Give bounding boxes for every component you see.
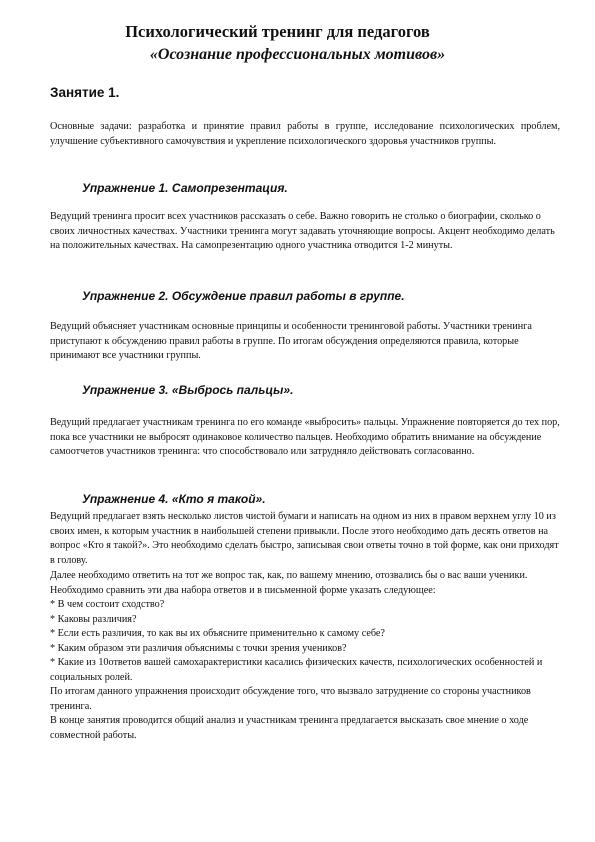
exercise-3-heading: Упражнение 3. «Выбрось пальцы». <box>82 383 294 397</box>
list-item: * Какие из 10ответов вашей самохарактеристики касались физических качеств, психологических особенностей и социальных ролей. <box>50 657 543 683</box>
tasks-paragraph: Основные задачи: разработка и принятие правил работы в группе, исследование психологических проблем, улучшение субъективного самочувствия и укрепление психологического здоровья участников группы. <box>50 121 560 147</box>
lesson-heading: Занятие 1. <box>50 85 120 100</box>
exercise-1-text: Ведущий тренинга просит всех участников рассказать о себе. Важно говорить не столько о биографии, сколько о своих личностных качествах. Участники тренинга могут задавать уточняющие вопросы. Акцент необходимо делать на положительных качествах. На самопрезентацию одного участника отводится 1-2 минуты. <box>50 211 555 251</box>
exercise-4-text-2: Далее необходимо ответить на тот же вопрос так, как, по вашему мнению, отозвались бы о вас ваши ученики. Необходимо сравнить эти два набора ответов и в письменной форме указать следующее: <box>50 570 528 596</box>
document-title: Психологический тренинг для педагогов <box>125 22 430 41</box>
exercise-4-text-3: По итогам данного упражнения происходит обсуждение того, что вызвало затруднение со стороны участников тренинга. <box>50 686 531 712</box>
list-item: * В чем состоит сходство? <box>50 599 165 610</box>
exercise-2-heading: Упражнение 2. Обсуждение правил работы в группе. <box>82 289 405 303</box>
exercise-3-text: Ведущий предлагает участникам тренинга по его команде «выбросить» пальцы. Упражнение повторяется до тех пор, пока все участники не выбросят одинаковое количество пальцев. Необходимо обратить внимание на обсуждение самоотчетов участников тренинга: что способствовало или затрудняло действовать согласованно. <box>50 417 560 457</box>
exercise-4-text-4: В конце занятия проводится общий анализ и участникам тренинга предлагается высказать свое мнение о ходе совместной работы. <box>50 715 529 741</box>
list-item: * Каким образом эти различия объяснимы с точки зрения учеников? <box>50 642 347 654</box>
document-subtitle: «Осознание профессиональных мотивов» <box>149 46 446 63</box>
exercise-4-heading: Упражнение 4. «Кто я такой». <box>82 492 266 506</box>
exercise-4-text: Ведущий предлагает взять несколько листов чистой бумаги и написать на одном из них в правом верхнем углу 10 из своих имен, к которым участник в наибольшей степени привыкли. После этого необходимо дать десять ответов на вопрос «Кто я такой?». Это необходимо сделать быстро, записывая свои ответы точно в той форме, как они приходят в голову. <box>50 511 559 566</box>
comparison-questions-list <box>50 598 560 685</box>
list-item: * Каковы различия? <box>50 613 137 625</box>
list-item: * Если есть различия, то как вы их объясните применительно к самому себе? <box>50 628 385 639</box>
exercise-2-text: Ведущий объясняет участникам основные принципы и особенности тренинговой работы. Участники тренинга приступают к обсуждению правил работы в группе. По итогам обсуждения определяются правила, которые принимают все участники группы. <box>50 321 532 361</box>
exercise-1-heading: Упражнение 1. Самопрезентация. <box>82 181 288 195</box>
